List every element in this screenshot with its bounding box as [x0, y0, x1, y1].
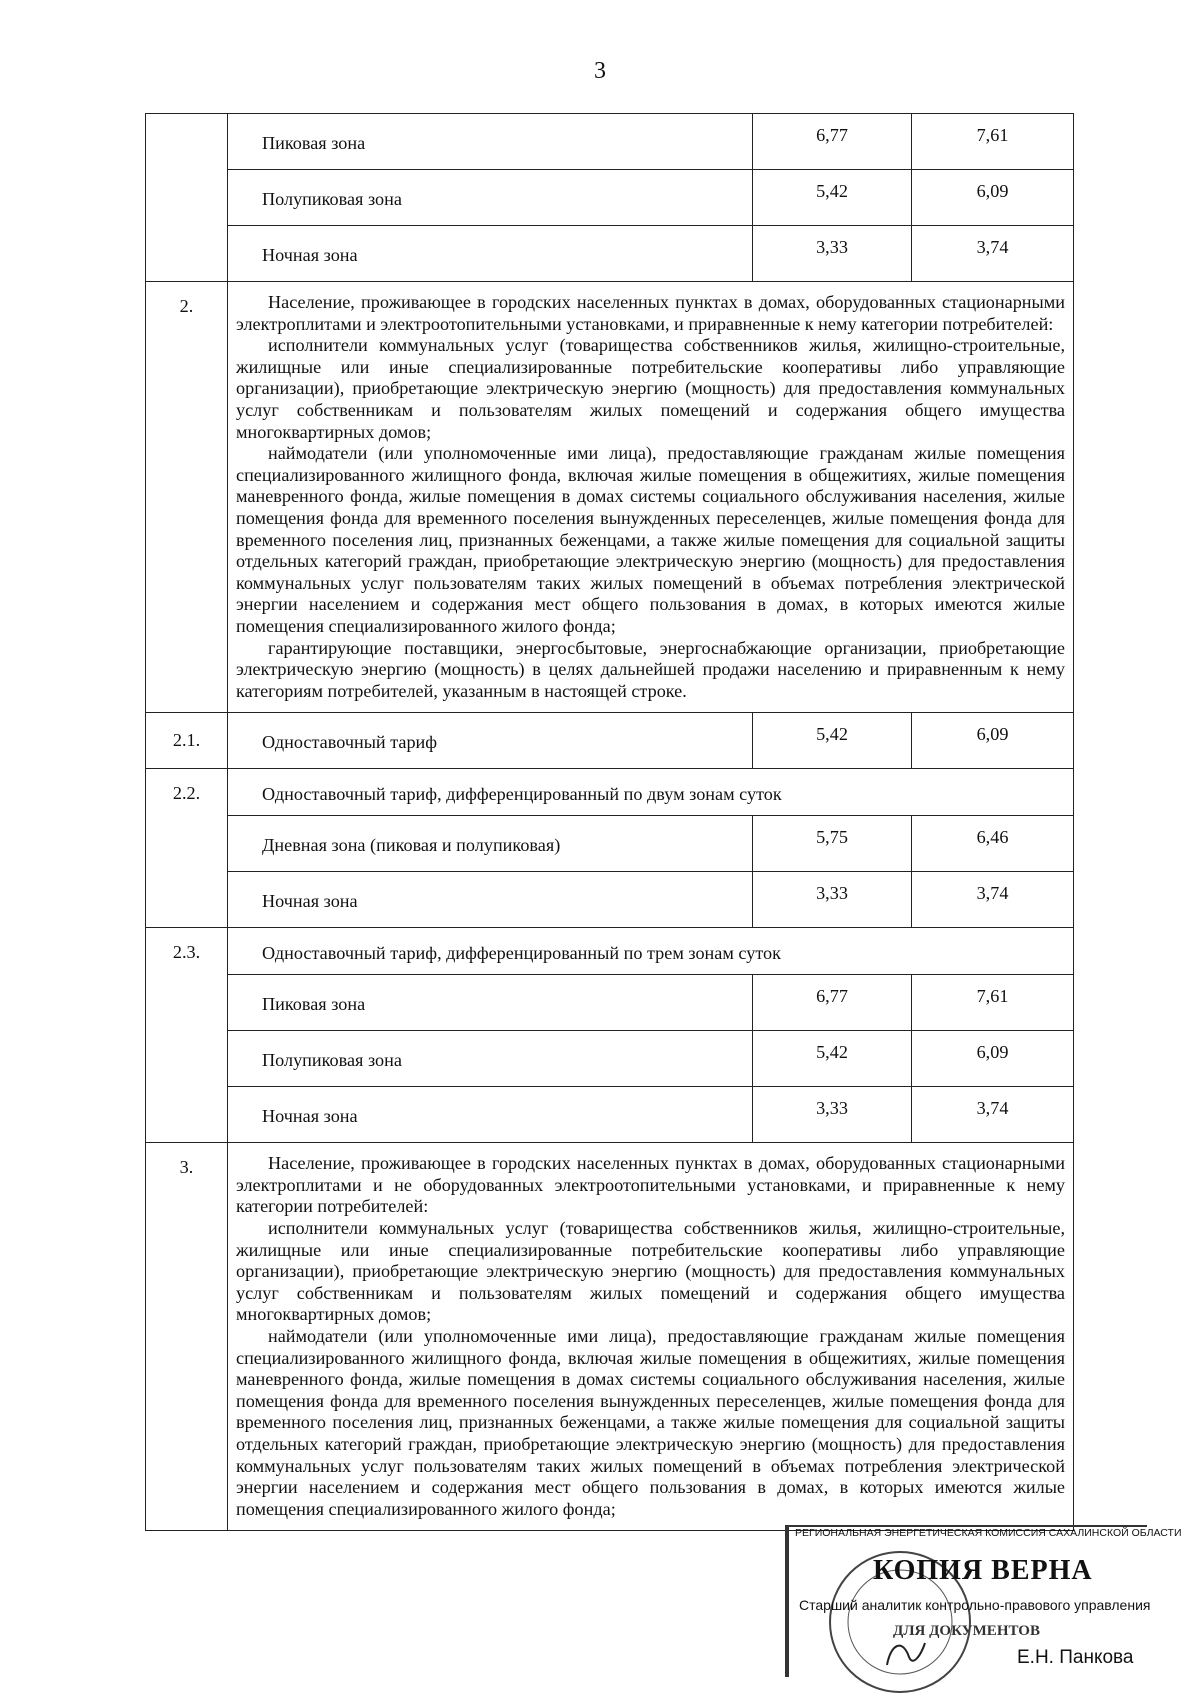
table-row: [146, 226, 1074, 282]
row-number: 2.: [146, 282, 228, 713]
row-number: 2.2.: [146, 769, 228, 928]
tariff-value-2: 3,74: [912, 872, 1074, 928]
tariff-value-2: 7,61: [912, 114, 1074, 170]
table-row: [146, 1031, 1074, 1087]
tariff-value-1: 3,33: [753, 872, 912, 928]
tariff-value-2: 6,09: [912, 170, 1074, 226]
table-row: [146, 872, 1074, 928]
tariff-name: Одноставочный тариф: [228, 713, 753, 769]
tariff-value-2: 3,74: [912, 1087, 1074, 1143]
tariff-value-2: 3,74: [912, 226, 1074, 282]
row-number: 2.3.: [146, 928, 228, 1143]
tariff-value-2: 6,09: [912, 1031, 1074, 1087]
tariff-value-1: 5,42: [753, 1031, 912, 1087]
zone-name: Пиковая зона: [228, 975, 753, 1031]
stamp-organization: РЕГИОНАЛЬНАЯ ЭНЕРГЕТИЧЕСКАЯ КОМИССИЯ САХАЛИНСКОЙ ОБЛАСТИ: [795, 1527, 1182, 1539]
tariff-value-2: 7,61: [912, 975, 1074, 1031]
page-number: 3: [594, 58, 606, 84]
tariff-value-1: 3,33: [753, 1087, 912, 1143]
zone-name: Полупиковая зона: [228, 1031, 753, 1087]
tariff-name: Одноставочный тариф, дифференцированный по двум зонам суток: [228, 769, 1074, 816]
zone-name: Ночная зона: [228, 872, 753, 928]
row-number-cell: [146, 114, 228, 282]
tariff-value-1: 6,77: [753, 114, 912, 170]
table-row: [146, 1143, 1074, 1531]
tariff-value-1: 5,75: [753, 816, 912, 872]
section-description: [228, 282, 1074, 713]
tariff-table: [145, 113, 1074, 1531]
description-paragraph: исполнители коммунальных услуг (товарищества собственников жилья, жилищно-строительные, жилищные или иные специализированные потребительские кооперативы либо управляющие организации), приобретающие электрическую энергию (мощность) для предоставления коммунальных услуг собственникам и пользователям жилых помещений и содержания общего имущества многоквартирных домов;: [236, 335, 1065, 442]
table-row: [146, 713, 1074, 769]
zone-name: Ночная зона: [228, 226, 753, 282]
description-paragraph: наймодатели (или уполномоченные ими лица), предоставляющие гражданам жилые помещения специализированного жилищного фонда, включая жилые помещения в общежитиях, жилые помещения маневренного фонда, жилые помещения в домах системы социального обслуживания населения, жилые помещения фонда для временного поселения вынужденных переселенцев, жилые помещения фонда для временного поселения лиц, признанных беженцами, а также жилые помещения для социальной защиты отдельных категорий граждан, приобретающие электрическую энергию (мощность) для предоставления коммунальных услуг пользователям таких жилых помещений в объемах потребления электрической энергии населением и содержания мест общего пользования в домах, в которых имеются жилые помещения специализированного жилого фонда;: [236, 443, 1065, 636]
tariff-value-1: 5,42: [753, 170, 912, 226]
tariff-value-1: 6,77: [753, 975, 912, 1031]
zone-name: Пиковая зона: [228, 114, 753, 170]
seal-text: ДЛЯ ДОКУМЕНТОВ: [893, 1623, 1040, 1639]
tariff-value-2: 6,09: [912, 713, 1074, 769]
description-paragraph: исполнители коммунальных услуг (товарищества собственников жилья, жилищно-строительные, жилищные или иные специализированные потребительские кооперативы либо управляющие организации), приобретающие электрическую энергию (мощность) для предоставления коммунальных услуг собственникам и пользователям жилых помещений и содержания общего имущества многоквартирных домов;: [236, 1218, 1065, 1325]
table-row: [146, 1087, 1074, 1143]
stamp-signatory-name: Е.Н. Панкова: [1017, 1647, 1134, 1668]
description-paragraph: гарантирующие поставщики, энергосбытовые, энергоснабжающие организации, приобретающие электрическую энергию (мощность) в целях дальнейшей продажи населению и приравненным к нему категориям потребителей, указанным в настоящей строке.: [236, 637, 1065, 701]
table-row: [146, 170, 1074, 226]
table-row: [146, 816, 1074, 872]
tariff-value-2: 6,46: [912, 816, 1074, 872]
table-row: [146, 928, 1074, 975]
stamp-title: КОПИЯ ВЕРНА: [873, 1555, 1093, 1586]
table-row: [146, 114, 1074, 170]
table-row: [146, 975, 1074, 1031]
section-description: [228, 1143, 1074, 1531]
description-paragraph: Население, проживающее в городских населенных пунктах в домах, оборудованных стационарными электроплитами и не оборудованных электроотопительными установками, и приравненные к нему категории потребителей:: [236, 1153, 1065, 1217]
row-number: 3.: [146, 1143, 228, 1531]
description-paragraph: Население, проживающее в городских населенных пунктах в домах, оборудованных стационарными электроплитами и электроотопительными установками, и приравненные к нему категории потребителей:: [236, 292, 1065, 334]
table-row: [146, 769, 1074, 816]
tariff-value-1: 3,33: [753, 226, 912, 282]
tariff-name: Одноставочный тариф, дифференцированный по трем зонам суток: [228, 928, 1074, 975]
table-row: [146, 282, 1074, 713]
row-number: 2.1.: [146, 713, 228, 769]
stamp-position: Старший аналитик контрольно-правового управления: [799, 1597, 1151, 1613]
description-paragraph: наймодатели (или уполномоченные ими лица), предоставляющие гражданам жилые помещения специализированного жилищного фонда, включая жилые помещения в общежитиях, жилые помещения маневренного фонда, жилые помещения в домах системы социального обслуживания населения, жилые помещения фонда для временного поселения вынужденных переселенцев, жилые помещения фонда для временного поселения лиц, признанных беженцами, а также жилые помещения для социальной защиты отдельных категорий граждан, приобретающие электрическую энергию (мощность) для предоставления коммунальных услуг пользователям таких жилых помещений в объемах потребления электрической энергии населением и содержания мест общего пользования в домах, в которых имеются жилые помещения специализированного жилого фонда;: [236, 1326, 1065, 1519]
zone-name: Полупиковая зона: [228, 170, 753, 226]
zone-name: Дневная зона (пиковая и полупиковая): [228, 816, 753, 872]
zone-name: Ночная зона: [228, 1087, 753, 1143]
certification-stamp: [785, 1525, 1182, 1695]
tariff-value-1: 5,42: [753, 713, 912, 769]
